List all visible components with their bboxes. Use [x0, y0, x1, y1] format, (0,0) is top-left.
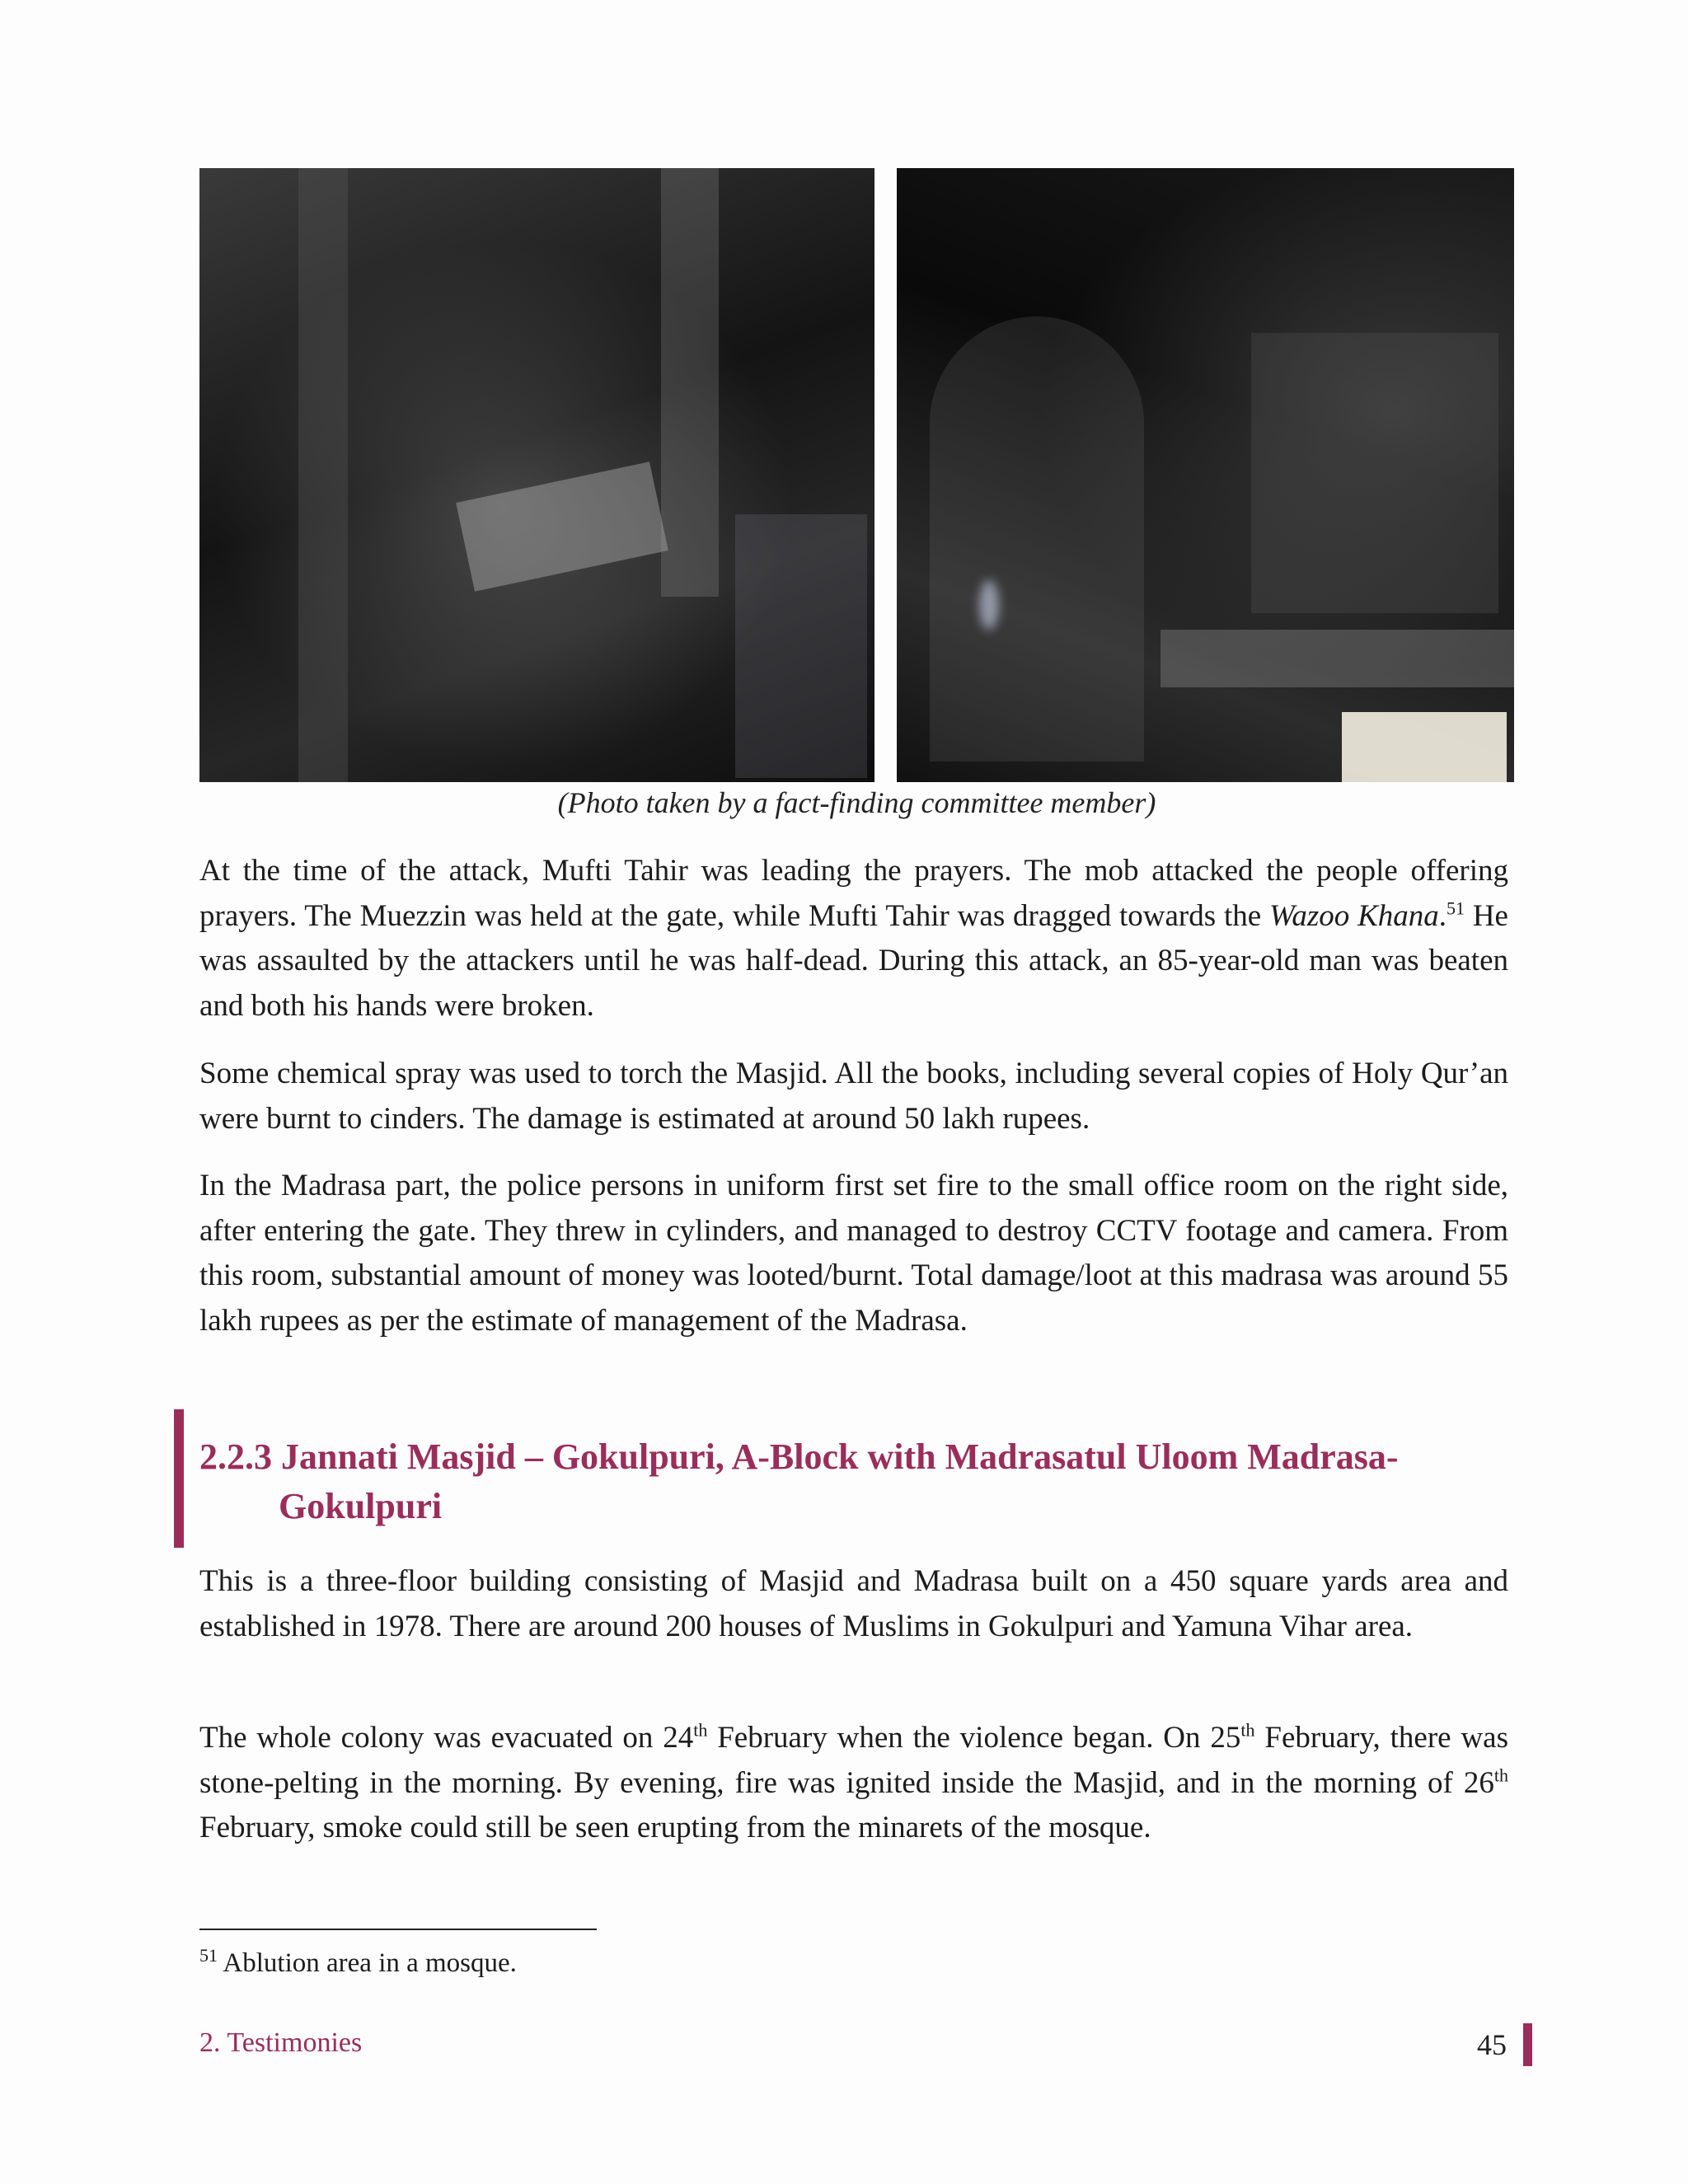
footnote-ref[interactable]: 51: [1447, 898, 1465, 919]
photo-detail: [1160, 630, 1514, 687]
footnote: [199, 1945, 517, 1981]
footnote-number: 51: [199, 1945, 218, 1966]
photo-detail: [661, 168, 719, 597]
paragraph-attack: [199, 849, 1508, 1029]
paragraph-damage: Some chemical spray was used to torch the Masjid. All the books, including several copies of Holy Qur’an were burnt to cinders. The damage is estimated at around 50 lakh rupees.: [199, 1057, 1508, 1136]
ordinal-suffix: th: [693, 1719, 708, 1741]
heading-accent-bar: [174, 1409, 184, 1548]
heading-line: 2.2.3 Jannati Masjid – Gokulpuri, A-Block with Madrasatul Uloom Madrasa-: [199, 1436, 1399, 1477]
photo-detail: [456, 462, 668, 591]
heading-line: Gokulpuri: [279, 1486, 443, 1526]
burnt-interior-photo-right: [897, 168, 1514, 782]
burnt-interior-photo-left: [199, 168, 874, 782]
paragraph-text: .: [1438, 898, 1447, 933]
ordinal-suffix: th: [1493, 1765, 1508, 1786]
section-heading: [199, 1432, 1518, 1531]
ordinal-suffix: th: [1240, 1719, 1255, 1741]
paragraph-text: At the time of the attack, Mufti Tahir was leading the prayers. The mob attacked the people offering prayers. The Muezzin was held at the gate, while Mufti Tahir was dragged towards the: [199, 854, 1508, 933]
italic-term: Wazoo Khana: [1268, 898, 1439, 933]
photo-detail: [979, 580, 999, 630]
page-number: 45: [1477, 2028, 1507, 2061]
footer-chapter: 2. Testimonies: [199, 2027, 363, 2058]
paragraph-text: February, there was stone-pelting in the morning. By evening, fire was ignited inside the Masjid, and in the morning of 26: [199, 1721, 1508, 1800]
paragraph-madrasa: In the Madrasa part, the police persons in uniform first set fire to the small office room on the right side, after entering the gate. They threw in cylinders, and managed to destroy CCTV footage and camera. From this room, substantial amount of money was looted/burnt. Total damage/loot at this madrasa was around 55 lakh rupees as per the estimate of management of the Madrasa.: [199, 1169, 1508, 1338]
footer-accent-bar: [1523, 2023, 1532, 2066]
footnote-text: Ablution area in a mosque.: [218, 1948, 517, 1978]
photo-detail: [1342, 712, 1507, 782]
paragraph-text: He was assaulted by the attackers until he was half-dead. During this attack, an 85-year-old man was beaten and both his hands were broken.: [199, 898, 1508, 1023]
paragraph-text: February when the violence began. On 25: [707, 1721, 1241, 1755]
photo-detail: [930, 316, 1144, 762]
footnote-divider: [199, 1929, 597, 1930]
paragraph-timeline: [199, 1716, 1508, 1851]
paragraph-text: February, smoke could still be seen erupting from the minarets of the mosque.: [199, 1811, 1151, 1844]
photo-detail: [298, 168, 348, 782]
photo-detail: [1251, 333, 1498, 613]
paragraph-text: The whole colony was evacuated on 24: [199, 1721, 694, 1755]
photo-detail: [735, 514, 867, 778]
paragraph-building: This is a three-floor building consisting of Masjid and Madrasa built on a 450 square yards area and established in 1978. There are around 200 houses of Muslims in Gokulpuri and Yamuna Vihar area.: [199, 1564, 1508, 1643]
figure-caption: (Photo taken by a fact-finding committee member): [557, 786, 1156, 819]
